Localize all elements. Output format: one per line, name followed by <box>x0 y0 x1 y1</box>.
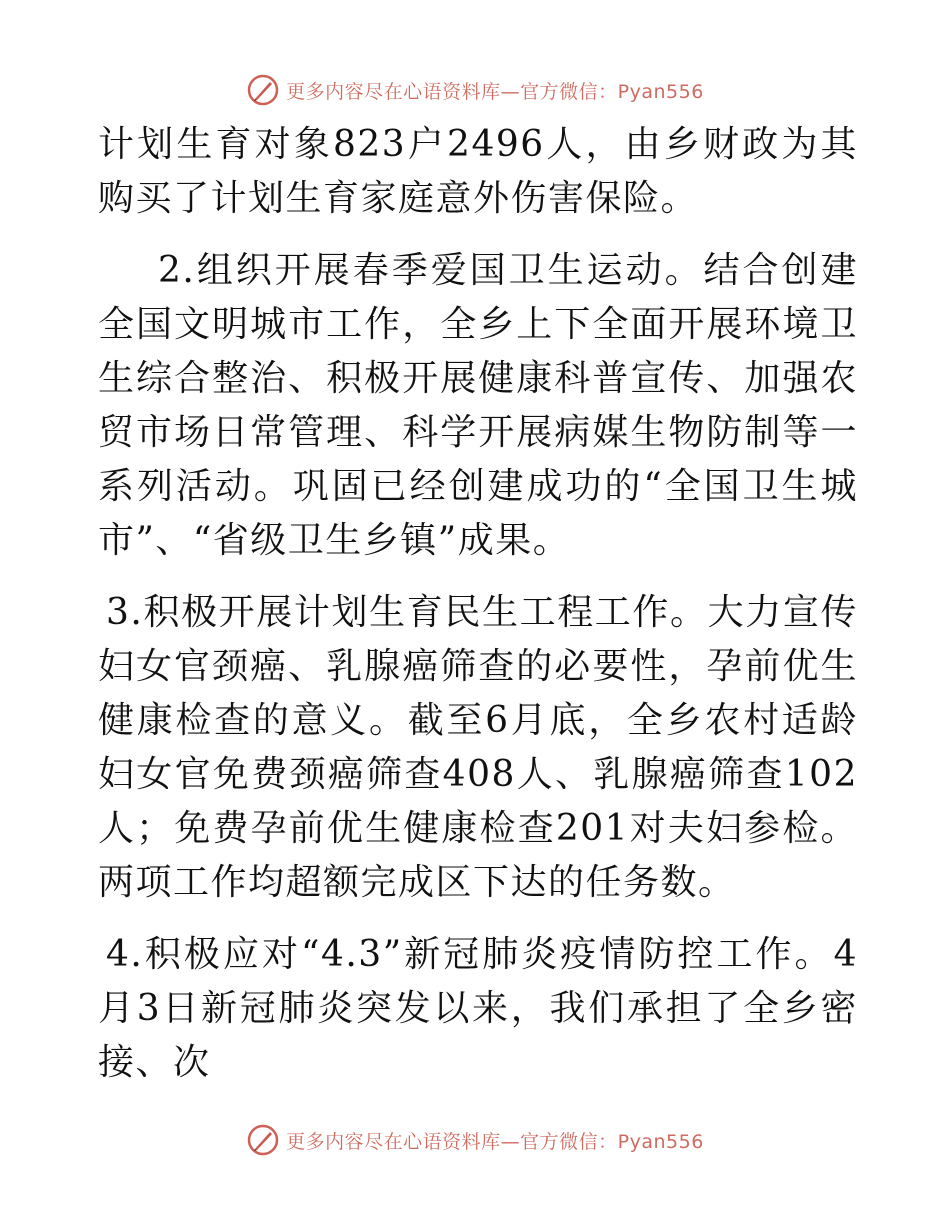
paragraph-continuation: 计划生育对象823户2496人，由乡财政为其购买了计划生育家庭意外伤害保险。 <box>98 124 858 219</box>
paragraph-item-3: 3.积极开展计划生育民生工程工作。大力宣传妇女官颈癌、乳腺癌筛查的必要性，孕前优生健康检查的意义。截至6月底，全乡农村适龄妇女官免费颈癌筛查408人、乳腺癌筛查102人；免费孕前优生健康检查201对夫妇参检。两项工作均超额完成区下达的任务数。 <box>98 592 858 903</box>
footer-watermark <box>0 1120 950 1160</box>
quill-pen-seal-icon <box>246 73 280 107</box>
watermark-group-footer <box>246 1123 704 1157</box>
watermark-text: 更多内容尽在心语资料库—官方微信：Pyan556 <box>286 80 704 103</box>
watermark-group <box>246 73 704 107</box>
paragraph-item-2: 2.组织开展春季爱国卫生运动。结合创建全国文明城市工作，全乡上下全面开展环境卫生综合整治、积极开展健康科普宣传、加强农贸市场日常管理、科学开展病媒生物防制等一系列活动。巩固已经创建成功的“全国卫生城市”、“省级卫生乡镇”成果。 <box>98 250 858 561</box>
quill-pen-seal-icon <box>246 1123 280 1157</box>
document-body <box>98 118 858 1090</box>
paragraph-item-4: 4.积极应对“4.3”新冠肺炎疫情防控工作。4月3日新冠肺炎突发以来，我们承担了全乡密接、次 <box>98 934 858 1083</box>
header-watermark <box>0 70 950 110</box>
watermark-text-footer: 更多内容尽在心语资料库—官方微信：Pyan556 <box>286 1130 704 1153</box>
